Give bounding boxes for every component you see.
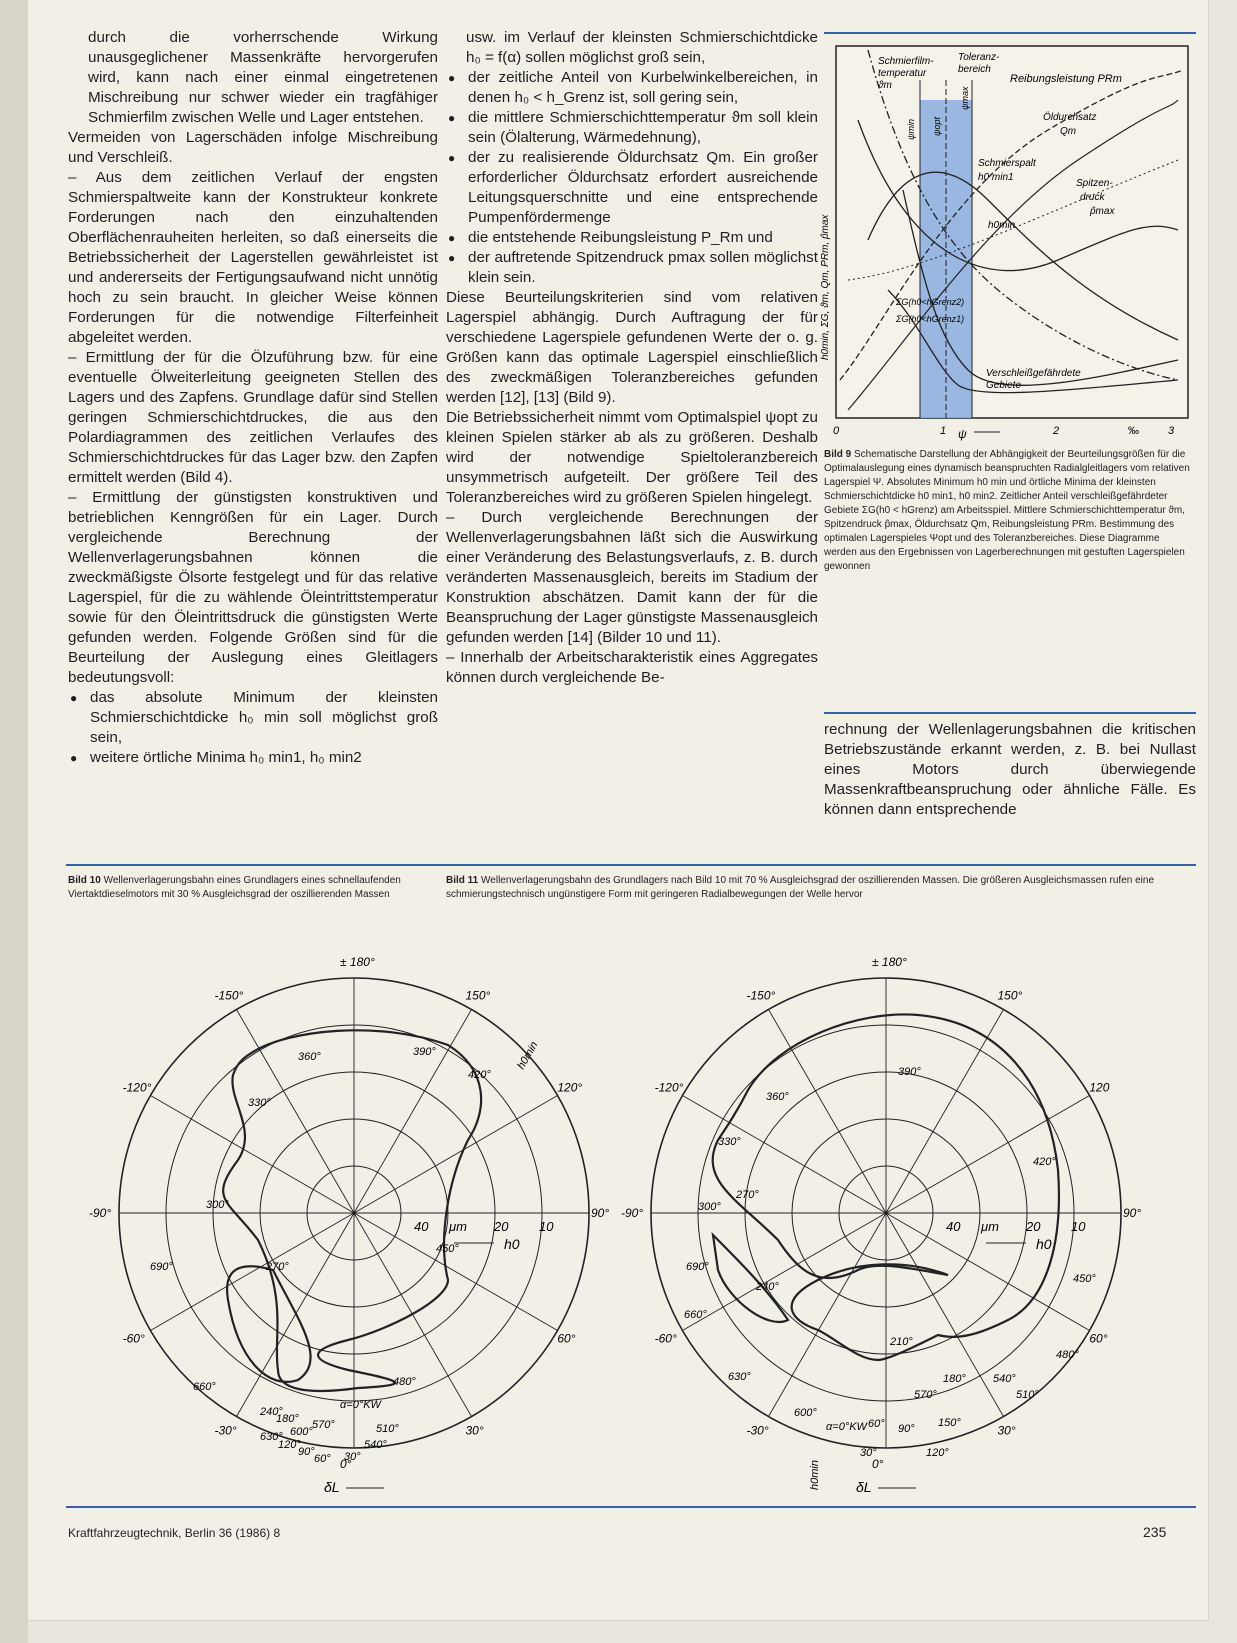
label: ϑm	[878, 80, 892, 91]
angle-label: -90°	[621, 1206, 644, 1220]
crank-angle-label: 90°	[898, 1423, 915, 1435]
rule-footer	[66, 1506, 1196, 1508]
x-unit: ‰	[1128, 425, 1139, 437]
angle-label: -150°	[214, 988, 244, 1003]
label: h0 min1	[978, 172, 1014, 183]
crank-angle-label: 270°	[736, 1189, 759, 1201]
x-tick: 1	[940, 425, 947, 437]
crank-angle-label: 360°	[766, 1091, 789, 1103]
journal-citation: Kraftfahrzeugtechnik, Berlin 36 (1986) 8	[68, 1526, 281, 1540]
crank-angle-label: 270°	[266, 1261, 289, 1273]
crank-angle-label: 30°	[344, 1451, 361, 1463]
crank-angle-label: 240°	[756, 1281, 779, 1293]
angle-label: -30°	[746, 1423, 769, 1438]
delta-label: δL	[856, 1479, 872, 1495]
crank-angle-label: 210°	[890, 1336, 913, 1348]
list-item: ● die mittlere Schmierschichttemperatur ϑm soll klein sein (Ölalterung, Wärmedehnung),	[446, 108, 818, 148]
paragraph: rechnung der Wellenlagerungsbahnen die kritischen Betriebszustände erkannt werden, z. B. bei Nullast eines Motors durch überwiegende Massenkraftbeanspruchung oder ähnliche Fälle. Es können dann entsprechende	[824, 721, 1196, 818]
crank-angle-label: 540°	[364, 1439, 387, 1451]
crank-angle-label: 330°	[248, 1097, 271, 1109]
x-tick: 0	[833, 425, 840, 437]
label: Reibungsleistung PRm	[1010, 73, 1122, 85]
crank-angle-label: 570°	[312, 1419, 335, 1431]
crank-angle-label: 390°	[898, 1066, 921, 1078]
page-number: 235	[1143, 1524, 1167, 1540]
paragraph: Die Betriebssicherheit nimmt vom Optimalspiel ψopt zu kleinen Spielen stärker ab als zu größeren. Deshalb wird der notwendige Spieltoleranzbereich unsymmetrisch aufgeteilt. Der größere Teil des Toleranzbereiches wird zu größeren Spielen hingelegt.	[446, 409, 818, 506]
crank-angle-label: 150°	[938, 1417, 961, 1429]
crank-angle-label: 660°	[193, 1381, 216, 1393]
label: Toleranz-	[958, 52, 1000, 63]
crank-angle-label: 600°	[794, 1407, 817, 1419]
crank-angle-label: 300°	[206, 1199, 229, 1211]
crank-angle-label: 90°	[298, 1446, 315, 1458]
paragraph: – Durch vergleichende Berechnungen der Wellenverlagerungsbahnen läßt sich die Auswirkung einer Veränderung des Belastungsverlaufs, z. B. durch veränderten Massenausgleich, bereits im Stadium der Konstruktion abschätzen. Damit kann der für die Beanspruchung der Lager günstigste Massenausgleich gefunden werden [14] (Bilder 10 und 11).	[446, 509, 818, 646]
journal-page	[28, 0, 1208, 1620]
caption-label: Bild 10	[68, 875, 101, 886]
label: h0min	[988, 220, 1016, 231]
label: ψmin	[906, 118, 916, 140]
grid-spoke	[769, 1213, 887, 1417]
label: ψopt	[932, 116, 942, 136]
crank-angle-label: 360°	[298, 1051, 321, 1063]
paragraph: – Ermittlung der für die Ölzuführung bzw. für eine eventuelle Ölweiterleitung geeigneten Stellen des Lagers und des Zapfens. Grundlage dafür sind Stellen geringen Schmierschichtdruckes, die aus den Polardiagrammen des zeitlichen Verlaufes des Schmierschichtdruckes für das Lager bzw. den Zapfen ermittelt werden (Bild 4).	[68, 349, 438, 486]
radial-label: 20	[494, 1219, 509, 1234]
crank-angle-label: 510°	[376, 1423, 399, 1435]
angle-label: 150°	[997, 988, 1023, 1003]
angle-label: -150°	[746, 988, 776, 1003]
crank-angle-label: 540°	[993, 1373, 1016, 1385]
label: Schmierspalt	[978, 158, 1036, 169]
radial-label: μm	[981, 1219, 999, 1234]
angle-label: 60°	[557, 1331, 576, 1346]
angle-label: -120°	[654, 1080, 684, 1095]
angle-label: 30°	[997, 1423, 1016, 1438]
angle-label: ± 180°	[340, 955, 375, 969]
crank-angle-label: 450°	[1073, 1273, 1096, 1285]
crank-angle-label: 120°	[926, 1447, 949, 1459]
crank-angle-label: 660°	[684, 1309, 707, 1321]
grid-spoke	[886, 1009, 1004, 1213]
angle-label: 120°	[557, 1080, 583, 1095]
crank-angle-label: 120°	[278, 1439, 301, 1451]
h0-label: h0	[1036, 1236, 1052, 1252]
angle-label: -120°	[122, 1080, 152, 1095]
angle-label: ± 180°	[872, 955, 907, 969]
caption-text: Schematische Darstellung der Abhängigkeit der Beurteilungsgrößen für die Optimalauslegung eines dynamisch beanspruchten Radialgleitlagers vom relativen Lagerspiel Ψ. Absolutes Minimum h0 min und örtliche Minima der kleinsten Schmierschichtdicke h0 min1, h0 min2. Zeitlicher Anteil verschleißgefährdeter Gebiete ΣG(h0 < hGrenz) am Arbeitsspiel. Mittlere Schmierschichttemperatur ϑm, Spitzendruck p̂max, Öldurchsatz Qm, Reibungsleistung PRm. Bestimmung des optimalen Lagerspieles Ψopt und des Toleranzbereiches. Diese Diagramme werden aus den Ergebnissen von Lagerberechnungen mit gestuften Lagerspielen gewonnen	[824, 449, 1190, 572]
crank-angle-label: 330°	[718, 1136, 741, 1148]
grid-spoke	[886, 1213, 1004, 1417]
angle-label: 0°	[340, 1457, 352, 1471]
angle-label: 30°	[465, 1423, 484, 1438]
angle-label: 60°	[1089, 1331, 1108, 1346]
delta-label: δL	[324, 1479, 340, 1495]
alpha-label: α=0°KW	[826, 1421, 867, 1433]
grid-spoke	[237, 1009, 355, 1213]
angle-label: -90°	[89, 1206, 112, 1220]
text-column-2	[446, 28, 818, 688]
figure-11-caption	[446, 874, 1196, 902]
crank-angle-label: 450°	[436, 1243, 459, 1255]
crank-angle-label: 570°	[914, 1389, 937, 1401]
angle-label: -60°	[654, 1331, 677, 1346]
crank-angle-label: 60°	[314, 1453, 331, 1465]
label: bereich	[958, 64, 991, 75]
grid-spoke	[150, 1213, 354, 1331]
rule-mid-right	[824, 712, 1196, 714]
paragraph: Vermeiden von Lagerschäden infolge Mischreibung und Verschleiß.	[68, 129, 438, 166]
crank-angle-label: 300°	[698, 1201, 721, 1213]
angle-label: -60°	[122, 1331, 145, 1346]
figure-10-caption	[68, 874, 428, 902]
crank-angle-label: 630°	[728, 1371, 751, 1383]
angle-label: 150°	[465, 988, 491, 1003]
angle-label: 90°	[591, 1206, 610, 1220]
crank-angle-label: 510°	[1016, 1389, 1039, 1401]
label: p̂max	[1090, 206, 1115, 217]
crank-angle-label: 180°	[276, 1413, 299, 1425]
caption-label: Bild 9	[824, 449, 852, 460]
list-item: ● die entstehende Reibungsleistung P_Rm und	[446, 228, 818, 248]
paragraph: usw. im Verlauf der kleinsten Schmierschichtdicke h₀ = f(α) sollen möglichst groß sein,	[466, 29, 818, 66]
angle-label: 90°	[1123, 1206, 1142, 1220]
label: Qm	[1060, 126, 1077, 137]
label: Spitzen-	[1076, 178, 1113, 189]
crank-angle-label: 420°	[468, 1069, 491, 1081]
radial-label: 40	[414, 1219, 429, 1234]
list-item: ● der auftretende Spitzendruck pmax sollen möglichst klein sein.	[446, 248, 818, 288]
homin-label: h0min	[515, 1039, 541, 1072]
caption-text: Wellenverlagerungsbahn eines Grundlagers eines schnellaufenden Viertaktdieselmotors mit 30 % Ausgleichsgrad der oszillierenden Massen	[68, 875, 401, 900]
paragraph: Diese Beurteilungskriterien sind vom relativen Lagerspiel abhängig. Durch Auftragung der für verschiedene Lagerspiele gefundenen Werte der o. g. Größen kann das optimale Lagerspiel einschließlich des zweckmäßigen Toleranzbereiches gefunden werden [12], [13] (Bild 9).	[446, 289, 818, 406]
crank-angle-label: 690°	[150, 1261, 173, 1273]
label: temperatur	[878, 68, 927, 79]
figure-11-polar-diagram	[618, 940, 1198, 1500]
text-column-3	[824, 720, 1196, 820]
crank-angle-label: 630°	[260, 1431, 283, 1443]
crank-angle-label: 30°	[860, 1447, 877, 1459]
list-item: ● der zu realisierende Öldurchsatz Qm. Ein großer erforderlicher Öldurchsatz erfordert ausreichende Leitungsquerschnitte und eine entsprechende Pumpenfördermenge	[446, 148, 818, 228]
homin-label: h0min	[809, 1460, 821, 1490]
crank-angle-label: 690°	[686, 1261, 709, 1273]
figure-9-diagram	[820, 40, 1198, 441]
caption-label: Bild 11	[446, 875, 479, 886]
label: druck	[1080, 192, 1105, 203]
x-axis-label: ψ	[958, 427, 967, 441]
label: ΣG(h0<hGrenz1)	[896, 314, 965, 324]
figure-10-polar-diagram	[58, 940, 610, 1500]
grid-spoke	[354, 1096, 558, 1214]
paragraph: durch die vorherrschende Wirkung unausgeglichener Massenkräfte hervorgerufen wird, kann nach einer einmal eingetretenen Mischreibung nur schwer wieder ein tragfähiger Schmierfilm zwischen Welle und Lager entstehen.	[88, 29, 438, 126]
radial-label: μm	[449, 1219, 467, 1234]
crank-angle-label: 240°	[260, 1406, 283, 1418]
angle-label: -30°	[214, 1423, 237, 1438]
caption-text: Wellenverlagerungsbahn des Grundlagers nach Bild 10 mit 70 % Ausgleichsgrad der oszillierenden Massen. Die größeren Ausgleichsmassen rufen eine schmierungstechnisch ungünstigere Form mit geringeren Radialbewegungen der Welle hervor	[446, 875, 1155, 900]
crank-angle-label: 390°	[413, 1046, 436, 1058]
paragraph: – Innerhalb der Arbeitscharakteristik eines Aggregates können durch vergleichende Be-	[446, 649, 818, 686]
label: Verschleißgefährdete	[986, 368, 1081, 379]
crank-angle-label: 480°	[1056, 1349, 1079, 1361]
list-item: ● der zeitliche Anteil von Kurbelwinkelbereichen, in denen h₀ < h_Grenz ist, soll gering sein,	[446, 68, 818, 108]
crank-angle-label: 480°	[393, 1376, 416, 1388]
angle-label: 120	[1089, 1080, 1110, 1095]
crank-angle-label: 420°	[1033, 1156, 1056, 1168]
label: ΣG(h0<hGrenz2)	[896, 297, 965, 307]
figure-9-frame	[836, 46, 1188, 418]
page-edge	[0, 0, 28, 1643]
x-tick: 3	[1168, 425, 1175, 437]
rule-figures-top	[66, 864, 1196, 866]
figure-9-caption	[824, 448, 1194, 574]
crank-angle-label: 600°	[290, 1426, 313, 1438]
grid-spoke	[769, 1009, 887, 1213]
crank-angle-label: 60°	[868, 1418, 885, 1430]
y-axis-label: h0min, ΣG, ϑm, Qm, PRm, p̂max	[820, 214, 831, 360]
paragraph: – Ermittlung der günstigsten konstruktiven und betrieblichen Kenngrößen für ein Lager. Durch vergleichende Berechnung der Wellenverlagerungsbahnen können die zweckmäßigste Ölsorte festgelegt und für das relative Lagerspiel, für die zu wählende Öleintrittstemperatur sowie für den Öleintrittsdruck die günstigsten Werte gefunden werden. Folgende Größen sind für die Beurteilung der Auslegung eines Gleitlagers bedeutungsvoll:	[68, 489, 438, 686]
label: Öldurchsatz	[1043, 112, 1097, 123]
x-tick: 2	[1053, 425, 1060, 437]
radial-label: 10	[1071, 1219, 1086, 1234]
text-column-1	[68, 28, 438, 768]
alpha-label: α=0°KW	[340, 1399, 381, 1411]
radial-label: 10	[539, 1219, 554, 1234]
rule-top-right	[824, 32, 1196, 34]
grid-spoke	[354, 1009, 472, 1213]
label: Schmierfilm-	[878, 56, 934, 67]
label: ψmax	[960, 86, 970, 110]
radial-label: 20	[1026, 1219, 1041, 1234]
radial-label: 40	[946, 1219, 961, 1234]
paragraph: – Aus dem zeitlichen Verlauf der engsten Schmierspaltweite kann der Konstrukteur konkrete Forderungen nach den einzuhaltenden Oberflächenrauheiten herleiten, so daß einerseits die Betriebssicherheit der Lagerstellen gewährleistet ist und andererseits der Fertigungsaufwand nicht unnötig hoch zu sein braucht. In gleicher Weise können Forderungen für die notwendige Filterfeinheit abgeleitet werden.	[68, 169, 438, 346]
label: Gebiete	[986, 380, 1022, 391]
list-item: ● weitere örtliche Minima h₀ min1, h₀ min2	[68, 748, 438, 768]
list-item: ● das absolute Minimum der kleinsten Schmierschichtdicke h₀ min soll möglichst groß sein,	[68, 688, 438, 748]
h0-label: h0	[504, 1236, 520, 1252]
grid-spoke	[150, 1096, 354, 1214]
crank-angle-label: 180°	[943, 1373, 966, 1385]
angle-label: 0°	[872, 1457, 884, 1471]
